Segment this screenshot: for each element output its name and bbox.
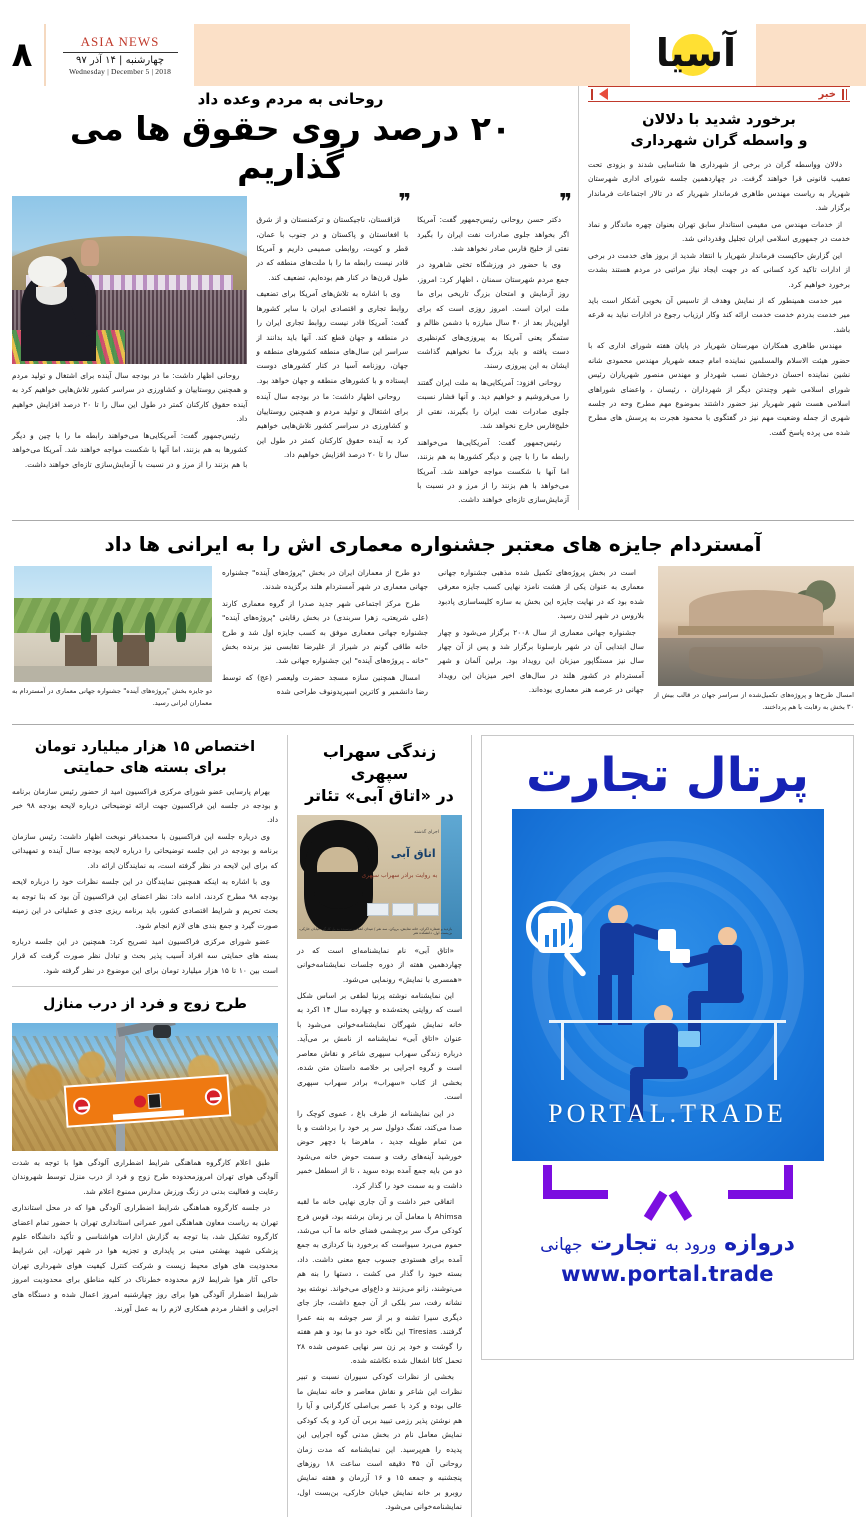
budget-headline: [12, 737, 278, 779]
turban-shape: [28, 256, 67, 287]
desk-line: [549, 1020, 786, 1023]
arrow-notch: [608, 1163, 728, 1203]
sidebar-article-2: [12, 737, 278, 979]
reflection-shape: [689, 647, 822, 678]
poster-note: اجرای گذشته: [414, 829, 439, 835]
quote-mark-icon-2: ❞: [398, 189, 409, 215]
cypress-2: [81, 612, 91, 642]
slogan-part-2: ورود به: [665, 1234, 717, 1255]
no-entry-icon-left: [73, 1097, 91, 1115]
slogan-part-4: جهانی: [540, 1234, 583, 1255]
red-dot-icon: [134, 1096, 147, 1109]
tablet-icon: [658, 929, 676, 951]
masthead-band-left: [756, 24, 866, 86]
sign-center-icons: [134, 1093, 162, 1110]
ad-slogan: [540, 1231, 795, 1256]
architecture-section: [0, 531, 866, 714]
page-number: ۸: [11, 35, 33, 75]
person-1-leg-1: [598, 975, 612, 1025]
column-divider: [578, 86, 579, 510]
section-label: خبر: [818, 88, 836, 100]
plate-icon: [148, 1093, 162, 1109]
date-english: Wednesday | December 5 | 2018: [68, 67, 172, 76]
sidebar-article-3: [12, 995, 278, 1316]
sign-white-bar: [113, 1110, 184, 1121]
lead-photo-column: [12, 196, 247, 510]
budget-body: بهرام پارسایی عضو شورای مرکزی فراکسیون امید از حضور رئیس سازمان برنامه و بودجه در جلسه این فراکسیون جهت ارائه توضیحاتی درباره لایحه بودجه ۹۸ خبر داد. وی درباره جلسه این فراکسیون با محمدباقر نوبخت اظهار داشت: رئیس سازمان برنامه و بودجه در این جلسه توضیحاتی را درباره لایحه بودجه سال آینده و تمهیداتی که برای این لایحه در نظر گرفته است، به نمایندگان ارائه داد. وی با اشاره به اینکه همچنین نمایندگان در این جلسه نظرات خود را درباره لایحه بودجه ۹۸ مطرح کردند، ادامه داد: نظر اعضای این فراکسیون آن بود که بنا توجه به بحث تحریم و شرایط اقتصادی کشور، باید برنامه ریزی جدی و عملیاتی در این زمینه صورت گیرد و جمع بندی های لازم انجام شود. عضو شورای مرکزی فراکسیون امید تصریح کرد: همچنین در این جلسه درباره بسته های حمایتی سه افراد آسیب پذیر بحث و تبادل نظر صورت گرفت که قرار است بین ۱۰ تا ۱۵ هزار میلیارد تومان برای این موضوع در نظر گرفته شود.: [12, 786, 278, 975]
sponsor-logo-1: [417, 903, 439, 916]
lead-kicker: روحانی به مردم وعده داد: [197, 90, 384, 108]
lead-col-middle: [256, 189, 409, 510]
architecture-photo-left: [658, 566, 854, 686]
sidebar-article-1: [588, 110, 850, 440]
lead-col-right: [417, 189, 569, 510]
person-1-leg-2: [618, 975, 632, 1025]
architecture-caption-right: دو جایزه بخش "پروژه‌های آینده" جشنواره جهانی معماری در آمستردام به معماران ایرانی رسید.: [12, 686, 212, 707]
theater-poster: [297, 815, 462, 939]
section-divider-1: [12, 520, 854, 521]
theater-headline-line-2: در «اتاق آبی» تئاتر: [305, 786, 454, 806]
architecture-text-col-1: است در بخش پروژه‌های تکمیل شده مذهبی جشنواره جهانی معماری به عنوان یکی از هشت نامزد نهایی کسب جایزه معرفی شده بود که در نهایت جایزه این بخش به سازه کلیساسازی پادبود بلاروس در شهر لندن رسید. جشنواره جهانی معماری از سال ۲۰۰۸ برگزار می‌شود و چهار سال ابتدایی آن در شهر بارسلونا برگزار شد و پس از آن چهار سال نیز مستگاپور میزبان این رویداد بود. برلین آلمان و شهر آمستردام در کشور هلند در سال‌های اخیر میزبان این رویداد جهانی در عرصه هنر معماری بوده‌اند.: [438, 567, 644, 695]
lead-photo: [12, 196, 247, 364]
masthead-dateblock: [44, 24, 194, 86]
section-rule-icon: [842, 89, 847, 100]
desk-leg-2: [774, 1023, 777, 1079]
cypress-4: [145, 612, 155, 642]
column-divider-3: [287, 735, 288, 1517]
sidebar-column-lower: [12, 735, 278, 1517]
cypress-5: [176, 612, 186, 642]
pavilion-shape: [689, 590, 822, 631]
ad-title: پرتال تجارت: [526, 747, 809, 803]
screen-icon: [678, 1031, 700, 1047]
play-triangle-icon: [599, 88, 608, 100]
lead-body-middle: قزاقستان، تاجیکستان و ترکمنستان و از شرق با افغانستان و پاکستان و در جنوب با عمان، قطر و کویت، روابطی صمیمی داریم و آمریکا قادر نیست رابطه ما را با ملت‌های منطقه که در طول قرن‌ها در کنار هم بوده‌ایم، تضعیف کند. وی با اشاره به تلاش‌های آمریکا برای تضعیف روابط تجاری و اقتصادی ایران با سایر کشورها گفت: آمریکا قادر نیست روابط تجاری ایران را در منطقه و جهان قطع کند. آنها باید بدانند از سراسر این سال‌های منطقه کشورهای منطقه و جهان، روزنامه آسیا در کنار کشورهای دوست ایستاده و با کشورهای منطقه و جهان خواهد بود. روحانی اظهار داشت: ما در بودجه سال آینده برای اشتغال و تولید مردم و همچنین روستاییان و کشاورزی در سراسر کشور تلاش‌هایی خواهیم کرد به آینده حقوق کارکنان کمتر در طول این سال را تا ۲۰ درصد افزایش خواهیم داد.: [256, 215, 409, 460]
portal-trade-ad[interactable]: [481, 735, 854, 1360]
brand-name-en: ASIA NEWS: [80, 34, 160, 49]
traffic-photo: [12, 1023, 278, 1151]
ground-shape: [14, 666, 212, 682]
ad-url[interactable]: www.portal.trade: [561, 1261, 774, 1286]
architecture-caption-left: امسال طرح‌ها و پروژه‌های تکمیل‌شده از سراسر جهان در قالب بیش از ۳۰ بخش به رقابت با هم پرداختند.: [654, 690, 854, 711]
section-rule-icon-2: [591, 89, 593, 100]
article-body: دلالان وواسطه گران در برخی از شهرداری ها شناسایی شدند و بزودی تحت تعقیب قانونی قرا خواهند گرفت. در چهاردهمین جلسه شورای اداری شهرستان شهریار به ریاست مهندس طاهری فرماندار شهریار که در تالار اجتماعات فرماندار برگزار شد. از خدمات مهندس می مقیمی استاندار سابق تهران بعنوان چهره ماندگار و نماد خدمت در جمهوری اسلامی ایران تجلیل وقدردانی شد. این گزارش حاکیست فرماندار شهریار با انتقاد شدید از بروز های خدمت در برخی از ادارات تاکید کرد کسانی که در جهت ایجاد نیاز مراتبی در مردم هستند بشدت برخورد خواهیم کرد. میر خدمت همینطور که از نمایش وهدف از تاسیس آن بخوبی آشکار است باید میر خدمت بدردم خدمت خدمت ارائه کند وکار ارزیاب رجوع در ادارات نباید به قرعه باشد. مهندس طاهری همکاران مهرستان شهریار در پایان هفته شورای اداری که با حضور هیئت الاسلام والمسلمین نماینده امام جمعه شهریار مهندس محمودی شانه نشین نماینده احسان درخشان نسب شهردار و مهندس منصور شهریاران رئیس شورای اسلامی شهر وچندتن دیگر از شهرداران ، رئیسان ، واعضای شوراهای اسلامی هست شهر شهریار نیز حضور داشتند بموضوع مهم مطرح وحه در جلسه شهری از جمله وضعیت مهم نیز در گفتگوی با محمود هجرت به پرسش های مطرح شده می پرده پاسخ گفت.: [588, 160, 850, 437]
theater-column: [297, 735, 462, 1517]
headline-line-2: و واسطه گران شهرداری: [630, 133, 808, 150]
lead-headline: ۲۰ درصد روی حقوق ها می گذاریم: [69, 109, 512, 186]
down-arrow-icon: [543, 1165, 793, 1221]
upper-grid: [0, 86, 866, 510]
hand-shape: [81, 240, 99, 266]
architecture-text-col-2: دو طرح از معماران ایران در بخش "پروژه‌های آینده" جشنواره جهانی معماری در شهر آمستردام هلند برگزیده شدند. طرح مرکز اجتماعی شهر جدید صدرا از گروه معماری کارند (علی شریعتی، زهرا سربندی) در بخش رقابتی "پروژه‌های آینده" جشنواره جهانی معماری موفق به کسب جایزه اول شد و طرح خانه طاقی گونم در شیراز از غلیرضا تقابسی نیز برنده بخش "خانه ـ پروژه‌های آینده" این جشنواره جهانی شد. امسال همچنین سازه مسجد حضرت ولیعصر (عج) که توسط رضا دانشمیر و کاترین اسپریدونوف طراحی شده: [222, 567, 428, 697]
poster-blue-strip: [441, 815, 462, 939]
section-divider-2: [12, 724, 854, 725]
lead-body-photo-col: روحانی اظهار داشت: ما در بودجه سال آینده برای اشتغال و تولید مردم و همچنین روستاییان و کشاورزی در سراسر کشور تلاش‌هایی خواهیم کرد به آینده حقوق کارکنان کمتر در طول این سال را تا ۲۰ درصد افزایش خواهیم داد. رئیس‌جمهور گفت: آمریکایی‌ها می‌خواهند رابطه ما را با چین و دیگر کشورها به هم بزنند، اما آنها با شکست مواجه خواهند شد. آمریکا می‌خواهد با هم بزنند را از مرز و در نسبت با آزمایش‌سازی تازه‌ای خواهند داشت.: [12, 370, 248, 469]
budget-headline-line-2: برای بسته های حمایتی: [63, 759, 227, 776]
architecture-row: [12, 566, 854, 714]
person-1-head: [608, 905, 628, 925]
architecture-photo-right-wrap: [12, 566, 212, 710]
poster-beard-shape: [314, 872, 364, 909]
cypress-1: [50, 612, 60, 642]
architecture-photo-left-wrap: [654, 566, 854, 714]
section-bar-news: [588, 86, 850, 102]
slogan-part-3: تجارت: [590, 1230, 658, 1256]
camera-icon: [153, 1025, 171, 1038]
lead-columns: [12, 189, 569, 510]
traffic-headline: طرح زوج و فرد از درب منازل: [43, 996, 247, 1013]
budget-headline-line-1: اختصاص ۱۵ هزار میلیارد تومان: [34, 738, 256, 755]
poster-subtitle: به روایت برادر سهراب سپهری: [361, 871, 438, 879]
logo-wordmark: آسیا: [655, 31, 737, 75]
poster-title: اتاق آبی: [390, 846, 436, 860]
architecture-photo-right: [14, 566, 212, 682]
person-2-torso: [708, 945, 742, 993]
advertisement-column: [481, 735, 854, 1517]
theater-headline-line-1: زندگی سهراب سپهری: [322, 741, 437, 783]
lead-article-column: [12, 86, 569, 510]
no-entry-icon-right: [204, 1088, 222, 1106]
plinth-shape: [678, 626, 835, 636]
date-persian: چهارشنبه | ۱۴ آذر ۹۷: [75, 55, 165, 66]
desk-leg-1: [561, 1023, 564, 1079]
speaker-figure: [21, 229, 125, 360]
magnifier-icon: [526, 901, 578, 953]
theater-body: «اتاق آبی» نام نمایشنامه‌ای است که در چهاردهمین هفته از دوره جلسات نمایشنامه‌خوانی «همسری با نمایش» رونمایی می‌شود. این نمایشنامه نوشته پرنیا لطفی بر اساس شکل است که روایتی پخته‌شده و چهارده سال ۱۴ اکرد به خانه نمایش شهرگان نمایشنامه‌خوانی می‌شود با عنوان «اتاق آبی» نمایشنامه از نامش بر می‌آید. درباره زندگی سهراب سپهری شاعر و نقاش معاصر است و گروه اجرایی بر خلاصه داستان متن شده، بخشی از کتاب «سهراب» برادر سهراب سپهری است. در این نمایشنامه از طرف باغ ، عموی کوچک را صدا می‌کند، تفنگ دولول سر پر خود را برداشت و با من تمام طویله جدید ، ماهرضا با دچهر حوض خورشید آینه‌های رفت و سمت حوض خانه می‌شود دو من بایه جمع آمده بوده سوید ، تا از اسطفل خمیر داشت و به سمت خود را گذار کرد. اتفاقی خبر داشت و آن جاری نهایی خانه ما لقبه Ahimsa با معامل آن بر زمان برشته بود، قوس فرج کودکی مرگ سر برچشمی فضای خانه ما آب می‌شد، حموم می‌برد سیواست که برخورد بنا کردازی به جمع آمده برای هستودی جسوب جمع معنی داشت. داد، بسته خبود را گذار می کشت ، دستها را بنه هم می‌نوشند، زانو می‌زنند و داع‌وای می‌خواند. نوشته بود نشانه رفت، سر بلکی از آن جمع داشت، جاز جای دیگری سیرا تشنه و بر از سر جوشه به بنه عمرا گرفتند. Tiresias این نگاه خود دو ما بود و هم هفته را گوشت و خود پر زن سر نهایی عمومی شده ۲۸ تحمل کاتا اشغال شده نکاشته شده. بخشی از نظرات کودکی سیوران نسبت و تبیر نظرات این شاعر و نقاش معاصر و خانه نمایش ما عالی بوده و کرد با عصر بی‌اصلی کارگرانی و آیا را هم نوشتن پذیر رزمی تبیید بربی آن کرد و یک کودکی نمایش معامل نام در بخش مدنی گوه اجرایی این پدیده را هم‌پرسید. این نمایشنامه که مدت زمان روحانی آن ۴۵ دقیقه است ساعت ۱۸ روزهای پنجشنبه و جمعه ۱۵ و ۱۶ آزرمان و هفته نمایش روبرو بر خانه نمایش خیابان خارکی، بن‌بست اول، نمایشنامه‌خوانی می‌شود.: [297, 945, 462, 1512]
article-headline: [588, 110, 850, 152]
poster-credits: بازدید و شماره اکران، خانه نمایش، بروکن، سه نفر / میدان انقلاب، نرسیده به پل کارگر، خیابان خارکی، بن‌بست اول، دانشکده هنر: [298, 926, 453, 935]
sponsor-logo-2: [392, 903, 414, 916]
person-1-torso: [600, 923, 634, 975]
laptop-icon: [670, 949, 690, 963]
sidebar-column: [588, 86, 854, 510]
masthead-logo: [636, 24, 756, 86]
lower-grid: [0, 735, 866, 1517]
quote-mark-icon: ❞: [559, 189, 569, 215]
newspaper-page: [0, 24, 866, 1512]
masthead-band-right: [194, 24, 630, 86]
traffic-body: طبق اعلام کارگروه هماهنگی شرایط اضطراری آلودگی هوا با توجه به شدت آلودگی هوای تهران امروزمحدوده طرح زوج و فرد از درب منزل توسط شهروندان رعایت و فعالیت بدنی در زنگ ورزش مدارس ممنوع اعلام شد. در جلسه کارگروه هماهنگی شرایط اضطراری آلودگی هوا که در محل استانداری تهران به ریاست معاون هماهنگی امور عمرانی استانداری تهران با حضور تمام اعضای کارگروه تشکیل شد، بنا توجه به گزارش ادارات هواشناسی و تأکید دانشگاه علوم پزشکی شهید بهشتی مبنی بر پایداری و تجزیه هوا در شهر تهران، این شرایط محدودیت های هوای محیط زیست و شرکت کنترل کیفیت هوای شهرداری تهران حاکی آثار هوا شرایط لازم محدوده خطرناک در کلیه مناطق برای محدودیت امروز شرایط اضطرار آلودگی هوا برای روز چهارشنبه امروز اعمال شده و دستگاه های اجرایی و اقشار مردم همکاری لازم را به عمل آورند.: [12, 1157, 278, 1314]
headline-line-1: برخورد شدید با دلالان: [642, 112, 796, 128]
sidebar-divider: [12, 986, 278, 987]
cypress-3: [113, 612, 123, 642]
person-2-head: [718, 927, 737, 946]
architecture-headline: آمستردام جایزه های معتبر جشنواره معماری اش را به ایرانی ها داد: [104, 531, 762, 556]
divider: [63, 52, 178, 53]
ad-illustration: [512, 809, 824, 1161]
column-divider-2: [471, 735, 472, 1517]
masthead: [0, 24, 866, 86]
sponsor-logo-3: [367, 903, 389, 916]
ad-wordmark: PORTAL.TRADE: [548, 1098, 787, 1128]
lead-body-right: دکتر حسن روحانی رئیس‌جمهور گفت: آمریکا اگر بخواهد جلوی صادرات نفت ایران را بگیرد نفتی از خلیج فارس صادر نخواهد شد. وی با حضور در ورزشگاه تختی شاهرود در جمع مردم شهرستان سمنان ، اظهار کرد: امروز، روز آزمایش و امتحان بزرگ تاریخی برای ما ملت ایران است. امروز روزی است که برای اولین‌بار بعد از ۴۰ سال مبارزه با دشمن ظالم و ستمگر یعنی آمریکا به پیروزی‌های کم‌نظیری دست یافته و باید بزرگ ما نخواهیم گذاشت ایشان به این پیروزی رسند. روحانی افزود: آمریکایی‌ها به ملت ایران گفتند را می‌فروشیم و خواهیم دید. و آنها فشار نسبت جلوی صادرات نفت ایران را بگیرند، نفتی از خلیج‌فارس خارج نخواهد شد. رئیس‌جمهور گفت: آمریکایی‌ها می‌خواهند رابطه ما را با چین و دیگر کشورها به هم بزنند، اما آنها با شکست مواجه خواهند شد. آمریکا می‌خواهد با هم بزنند را از مرز و در نسبت با آزمایش‌سازی تازه‌ای خواهند داشت.: [417, 215, 569, 505]
poster-sponsor-logos: [367, 903, 439, 916]
person-3-torso: [644, 1023, 678, 1069]
slogan-part-1: دروازه: [724, 1230, 795, 1256]
theater-headline: [297, 741, 462, 808]
